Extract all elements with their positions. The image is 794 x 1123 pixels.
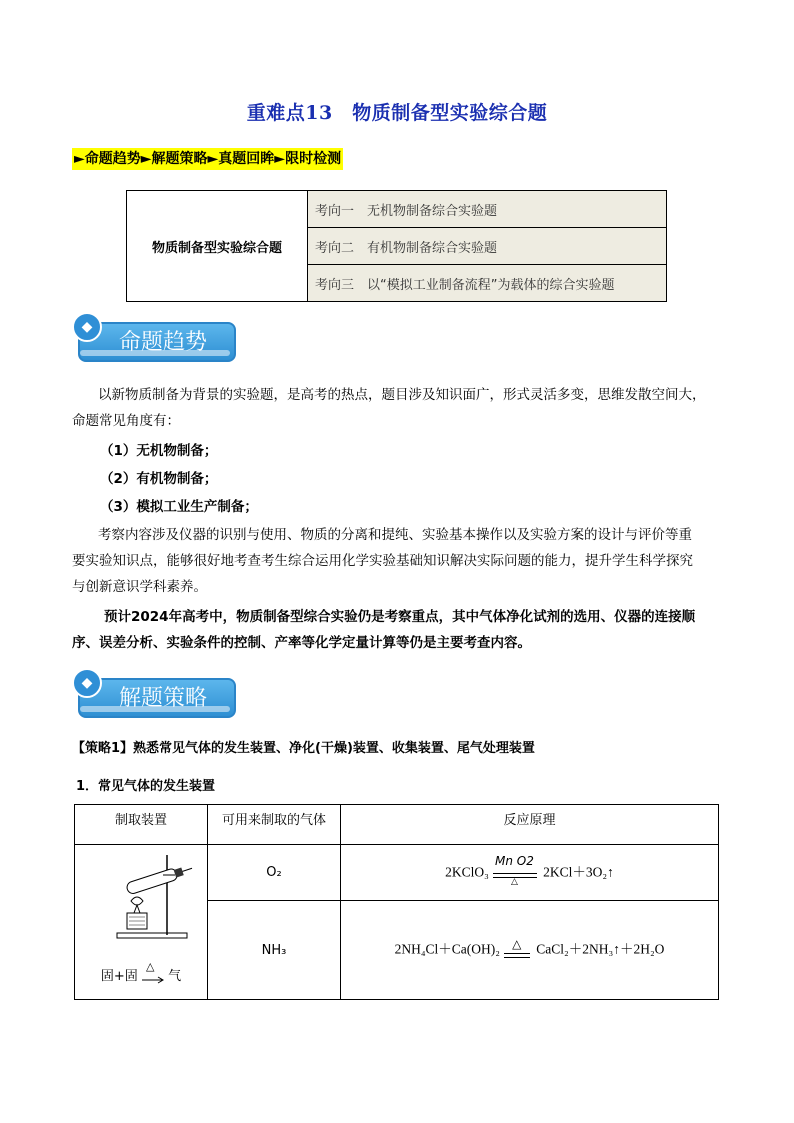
equation-cell	[341, 845, 719, 901]
trend-item: （2）有机物制备；	[100, 471, 218, 487]
trend-paragraph: 以新物质制备为背景的实验题，是高考的热点，题目涉及知识面广，形式灵活多变，思维发散空间大，	[98, 387, 706, 403]
trend-paragraph: 考察内容涉及仪器的识别与使用、物质的分离和提纯、实验基本操作以及实验方案的设计与评价等重	[98, 527, 692, 543]
apparatus-cell	[75, 845, 208, 1000]
apparatus-caption: 固+固 △ 气	[100, 959, 182, 984]
kaoxiang-row: 考向二 有机物制备综合实验题	[308, 228, 667, 265]
heating-apparatus-icon	[87, 851, 197, 951]
section-nav: ►命题趋势►解题策略►真题回眸►限时检测	[72, 148, 343, 170]
trend-paragraph: 要实验知识点，能够很好地考查考生综合运用化学实验基础知识解决实际问题的能力，提升学生科学探究	[72, 553, 693, 569]
gas-cell: O₂	[208, 845, 341, 901]
kaoxiang-row: 考向一 无机物制备综合实验题	[308, 191, 667, 228]
strategy-heading: 【策略1】熟悉常见气体的发生装置、净化(干燥)装置、收集装置、尾气处理装置	[72, 741, 535, 756]
banner-trend-label: 命题趋势	[118, 330, 207, 355]
equation-right: CaCl₂＋2NH₃↑＋2H₂O	[536, 941, 665, 957]
gas-generation-table	[74, 804, 719, 1000]
trend-paragraph: 命题常见角度有：	[72, 413, 180, 429]
trend-paragraph: 序、误差分析、实验条件的控制、产率等化学定量计算等仍是主要考查内容。	[72, 635, 531, 651]
banner-strategy	[72, 668, 234, 716]
arrow-icon	[142, 976, 164, 984]
dolphin-icon: ◆	[72, 668, 102, 698]
section-heading: 1．常见气体的发生装置	[76, 779, 216, 794]
page-title: 重难点13 物质制备型实验综合题	[246, 102, 548, 124]
trend-item: （1）无机物制备；	[100, 443, 218, 459]
equation-left: 2KClO₃	[445, 864, 489, 880]
kaoxiang-row: 考向三 以“模拟工业制备流程”为载体的综合实验题	[308, 265, 667, 302]
column-header: 反应原理	[341, 805, 719, 845]
trend-item: （3）模拟工业生产制备；	[100, 499, 258, 515]
delta-symbol: △	[145, 959, 155, 973]
dolphin-icon: ◆	[72, 312, 102, 342]
equation-right: 2KCl＋3O₂↑	[543, 864, 614, 880]
equation-cell	[341, 901, 719, 1000]
gas-cell: NH₃	[208, 901, 341, 1000]
delta-symbol: △	[512, 937, 522, 952]
trend-paragraph: 与创新意识学科素养。	[72, 579, 207, 595]
banner-strategy-label: 解题策略	[118, 686, 207, 711]
banner-trend	[72, 312, 234, 360]
delta-symbol: △	[511, 876, 518, 887]
kaoxiang-head: 物质制备型实验综合题	[127, 191, 308, 302]
equation-left: 2NH₄Cl＋Ca(OH)₂	[394, 941, 500, 957]
catalyst-label: Mn O2	[495, 853, 534, 868]
column-header: 可用来制取的气体	[208, 805, 341, 845]
column-header: 制取装置	[75, 805, 208, 845]
kaoxiang-table	[126, 190, 667, 302]
trend-paragraph: 预计2024年高考中，物质制备型综合实验仍是考察重点，其中气体净化试剂的选用、仪器的连接顺	[104, 609, 696, 625]
